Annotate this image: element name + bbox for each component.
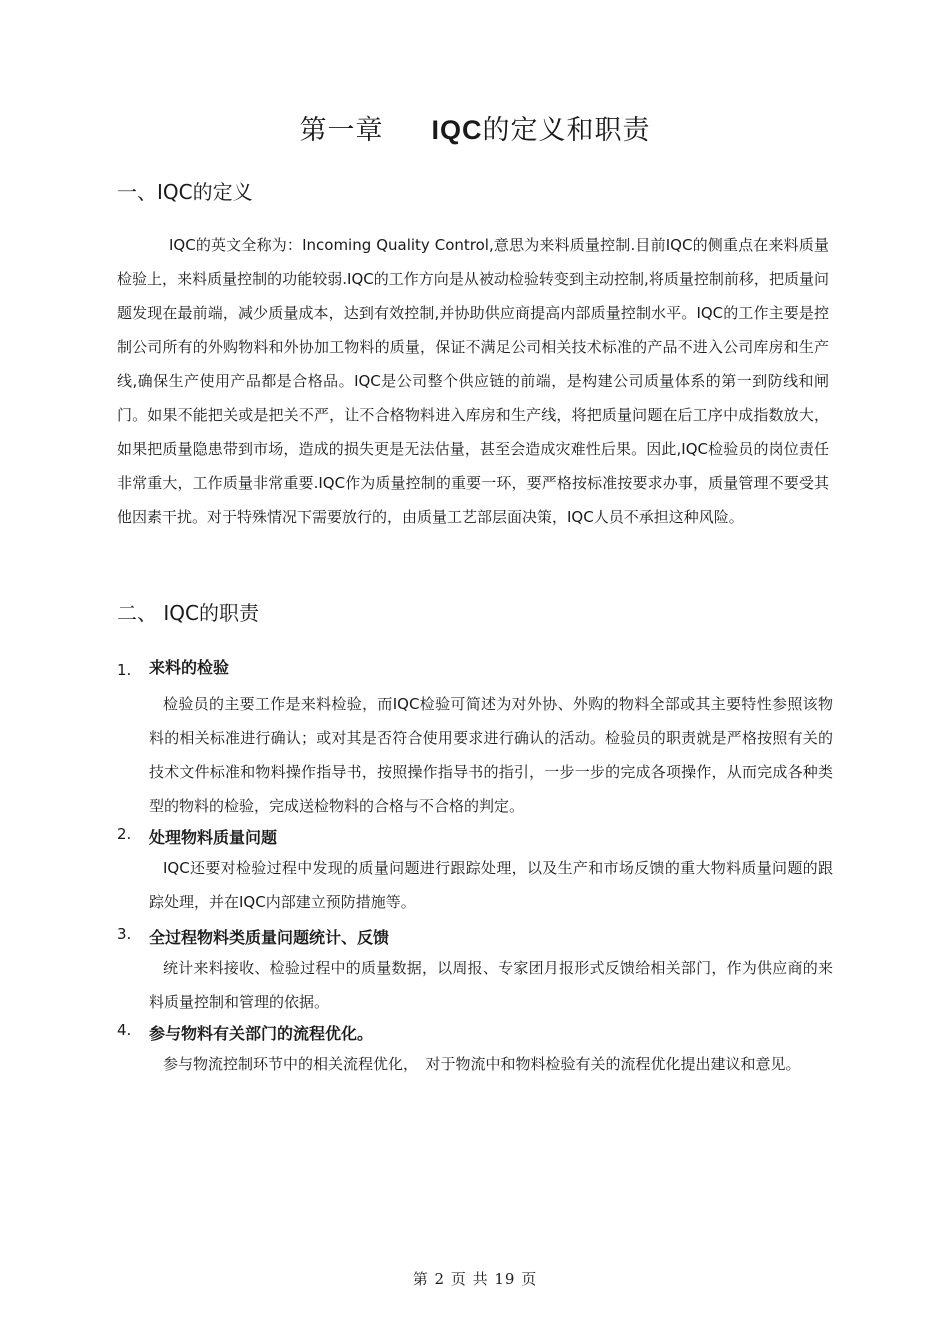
definition-paragraph: IQC的英文全称为：Incoming Quality Control,意思为来料质量控制.目前IQC的侧重点在来料质量检验上，来料质量控制的功能较弱.IQC的工作方向是从被动检验转变到主动控制,将质量控制前移，把质量问题发现在最前端，减少质量成本，达到有效控制,并协助供应商提高内部质量控制水平。IQC的工作主要是控制公司所有的外购物料和外协加工物料的质量，保证不满足公司相关技术标准的产品不进入公司库房和生产线,确保生产使用产品都是合格品。IQC是公司整个供应链的前端，是构建公司质量体系的第一到防线和闸门。如果不能把关或是把关不严，让不合格物料进入库房和生产线，将把质量问题在后工序中成指数放大，如果把质量隐患带到市场，造成的损失更是无法估量，甚至会造成灾难性后果。因此,IQC检验员的岗位责任非常重大，工作质量非常重要.IQC作为质量控制的重要一环，要严格按标准按要求办事，质量管理不要受其他因素干扰。对于特殊情况下需要放行的，由质量工艺部层面决策，IQC人员不承担这种风险。 — [117, 236, 829, 526]
item-title: 来料的检验 — [149, 658, 230, 677]
item-number: 1. — [117, 661, 132, 679]
item-number: 2. — [117, 825, 132, 843]
item-body: 检验员的主要工作是来料检验，而IQC检验可简述为对外协、外购的物料全部或其主要特性参照该物料的相关标准进行确认；或对其是否符合使用要求进行确认的活动。检验员的职责就是严格按照有关的技术文件标准和物料操作指导书，按照操作指导书的指引，一步一步的完成各项操作，从而完成各种类型的物料的检验，完成送检物料的合格与不合格的判定。 — [149, 695, 833, 815]
item-body: 参与物流控制环节中的相关流程优化， 对于物流中和物料检验有关的流程优化提出建议和意见。 — [163, 1055, 801, 1073]
item-body: IQC还要对检验过程中发现的质量问题进行跟踪处理，以及生产和市场反馈的重大物料质量问题的跟踪处理，并在IQC内部建立预防措施等。 — [149, 859, 833, 911]
item-body: 统计来料接收、检验过程中的质量数据，以周报、专家团月报形式反馈给相关部门，作为供应商的来料质量控制和管理的依据。 — [149, 959, 833, 1011]
item-number: 3. — [117, 925, 132, 943]
title-iqc: IQC — [431, 115, 483, 145]
section-heading-responsibilities: 二、 IQC的职责 — [117, 601, 259, 625]
title-rest: 的定义和职责 — [482, 115, 651, 146]
item-number: 4. — [117, 1021, 132, 1039]
item-title: 处理物料质量问题 — [149, 828, 278, 847]
page-number-footer: 第 2 页 共 19 页 — [412, 1270, 538, 1288]
section-heading-definition: 一、IQC的定义 — [117, 180, 253, 204]
page-title — [0, 108, 950, 147]
item-title: 参与物料有关部门的流程优化。 — [149, 1024, 374, 1043]
item-title: 全过程物料类质量问题统计、反馈 — [149, 928, 390, 947]
chapter-label: 第一章 — [299, 115, 384, 146]
